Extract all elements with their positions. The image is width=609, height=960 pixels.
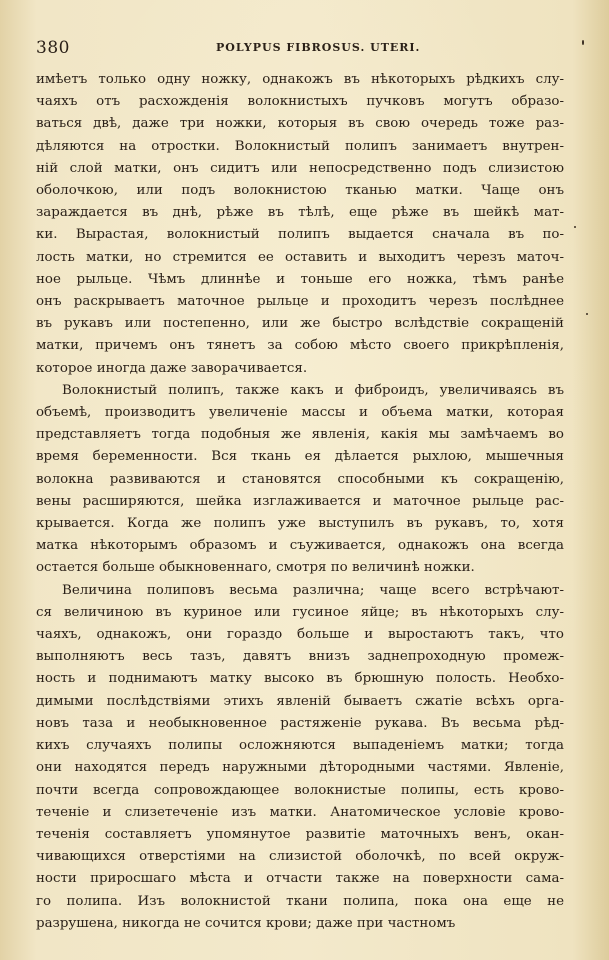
text-line: ность и поднимаютъ матку высоко въ брюшную полость. Необхо- — [36, 671, 564, 687]
ink-speck — [586, 313, 588, 315]
text-line: которое иногда даже заворачивается. — [36, 360, 308, 376]
text-line: ки. Вырастая, волокнистый полипъ выдается сначала въ по- — [36, 227, 564, 243]
running-title: POLYPUS FIBROSUS. UTERI. — [216, 41, 421, 54]
text-line: время беременности. Вся ткань ея дѣлается рыхлою, мышечныя — [36, 449, 564, 465]
page-number: 380 — [36, 38, 70, 58]
text-line: остается больше обыкновеннаго, смотря по величинѣ ножки. — [36, 560, 475, 576]
text-line: въ рукавъ или постепенно, или же быстро вслѣдствіе сокращеній — [36, 316, 564, 332]
text-line: разрушена, никогда не сочится крови; даже при частномъ — [36, 915, 456, 931]
text-line: крывается. Когда же полипъ уже выступилъ въ рукавъ, то, хотя — [36, 516, 564, 532]
text-line: волокна развиваются и становятся способными къ сокращенію, — [36, 471, 564, 487]
text-line: представляетъ тогда подобныя же явленія, какія мы замѣчаемъ во — [36, 427, 564, 443]
paragraph — [36, 380, 564, 580]
text-line: Величина полиповъ весьма различна; чаще всего встрѣчают- — [62, 582, 564, 598]
text-line: матка нѣкоторымъ образомъ и съуживается, однакожъ она всегда — [36, 538, 564, 554]
text-line: оболочкою, или подъ волокнистою тканью матки. Чаще онъ — [36, 183, 564, 199]
text-line: ній слой матки, онъ сидитъ или непосредственно подъ слизистою — [36, 160, 564, 176]
text-line: го полипа. Изъ волокнистой ткани полипа, пока она еще не — [36, 893, 564, 909]
text-line: чаяхъ отъ расхожденія волокнистыхъ пучковъ могутъ образо- — [36, 94, 564, 110]
text-line: дѣляются на отростки. Волокнистый полипъ занимаетъ внутрен- — [36, 138, 564, 154]
text-line: выполняютъ весь тазъ, давятъ внизъ заднепроходную промеж- — [36, 649, 564, 665]
text-line: почти всегда сопровождающее волокнистые полипы, есть крово- — [36, 782, 564, 798]
text-line: кихъ случаяхъ полипы осложняются выпаденіемъ матки; тогда — [36, 738, 564, 754]
text-line: матки, причемъ онъ тянетъ за собою мѣсто своего прикрѣпленія, — [36, 338, 564, 354]
page-header — [36, 38, 573, 60]
text-line: новъ таза и необыкновенное растяженіе рукава. Въ весьма рѣд- — [36, 715, 564, 731]
text-line: теченія составляетъ упомянутое развитіе маточныхъ венъ, окан- — [36, 826, 564, 842]
paragraph — [36, 69, 564, 380]
text-line: ваться двѣ, даже три ножки, которыя въ свою очередь тоже раз- — [36, 116, 564, 132]
text-line: димыми послѣдствіями этихъ явленій бываетъ сжатіе всѣхъ орга- — [36, 693, 564, 709]
text-line: лость матки, но стремится ее оставить и выходитъ черезъ маточ- — [36, 249, 564, 265]
text-line: онъ раскрываетъ маточное рыльце и проходитъ черезъ послѣднее — [36, 294, 564, 310]
text-line: чаяхъ, однакожъ, они гораздо больше и выростаютъ такъ, что — [36, 627, 564, 643]
text-line: зараждается въ днѣ, рѣже въ тѣлѣ, еще рѣже въ шейкѣ мат- — [36, 205, 564, 221]
text-line: объемѣ, производитъ увеличеніе массы и объема матки, которая — [36, 405, 564, 421]
text-line: теченіе и слизетеченіе изъ матки. Анатомическое условіе крово- — [36, 804, 564, 820]
text-line: имѣетъ только одну ножку, однакожъ въ нѣкоторыхъ рѣдкихъ слу- — [36, 72, 564, 87]
text-line: ности приросшаго мѣста и отчасти также на поверхности сама- — [36, 871, 564, 887]
paragraph — [36, 580, 564, 935]
body-text — [36, 69, 564, 935]
text-line: ное рыльце. Чѣмъ длиннѣе и тоньше его ножка, тѣмъ ранѣе — [36, 271, 564, 287]
text-line: они находятся передъ наружными дѣтородными частями. Явленіе, — [36, 760, 564, 776]
ink-speck — [582, 40, 584, 45]
text-line: ся величиною въ куриное или гусиное яйце; въ нѣкоторыхъ слу- — [36, 604, 564, 620]
text-line: чивающихся отверстіями на слизистой оболочкѣ, по всей окруж- — [36, 849, 564, 865]
text-line: Волокнистый полипъ, также какъ и фиброидъ, увеличиваясь въ — [62, 382, 564, 398]
ink-speck — [574, 226, 576, 228]
text-line: вены расширяются, шейка изглаживается и маточное рыльце рас- — [36, 493, 564, 509]
